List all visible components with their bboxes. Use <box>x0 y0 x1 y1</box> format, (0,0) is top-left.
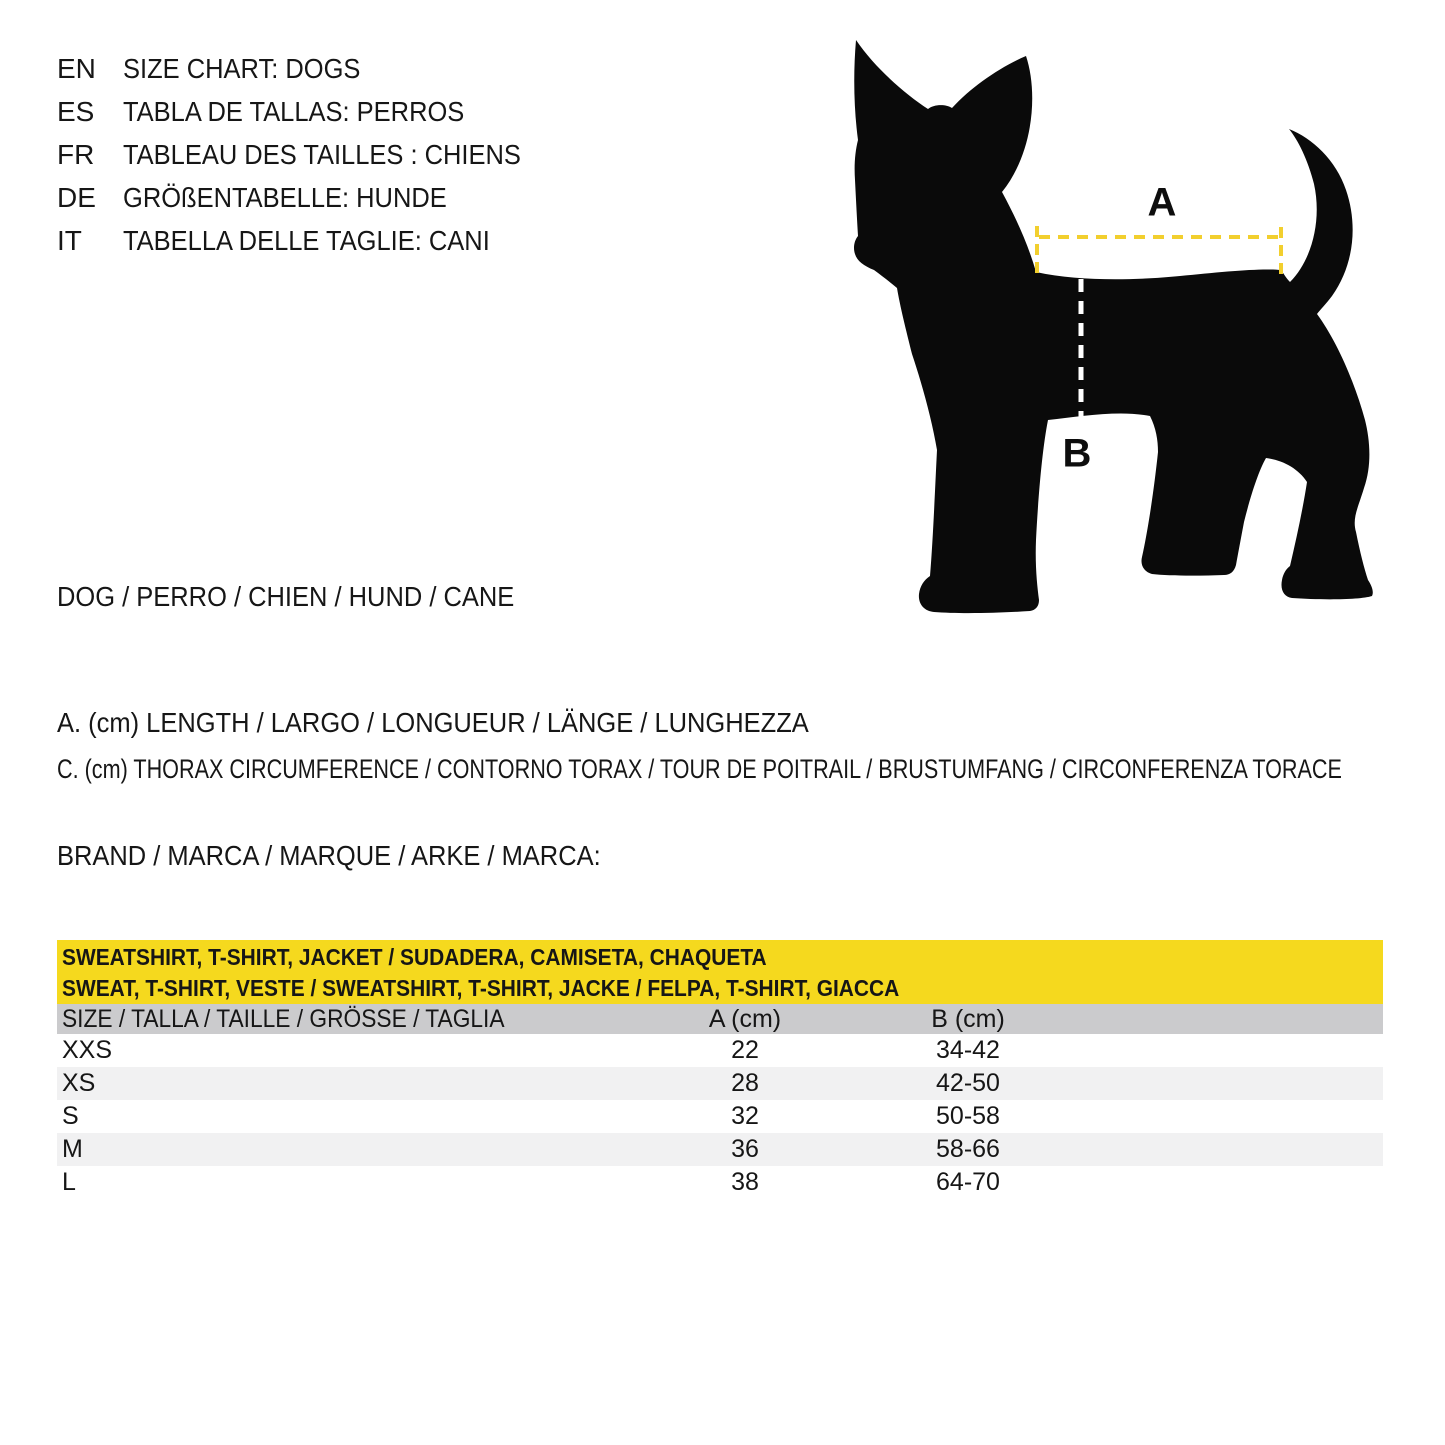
b-column-header: B (cm) <box>931 1005 1005 1033</box>
a-value: 38 <box>731 1168 759 1196</box>
language-row-es <box>57 90 560 133</box>
size-value: XS <box>62 1069 96 1097</box>
garment-types-line-2: SWEAT, T-SHIRT, VESTE / SWEATSHIRT, T-SHIRT, JACKE / FELPA, T-SHIRT, GIACCA <box>62 975 900 1001</box>
language-title: TABELLA DELLE TAGLIE: CANI <box>123 225 490 256</box>
language-title: SIZE CHART: DOGS <box>123 53 361 84</box>
measurement-a-description: A. (cm) LENGTH / LARGO / LONGUEUR / LÄNGE / LUNGHEZZA <box>57 707 809 738</box>
language-code: EN <box>57 53 96 84</box>
b-value: 58-66 <box>936 1135 1000 1163</box>
language-code: IT <box>57 225 82 256</box>
language-title-list <box>57 47 560 262</box>
b-value: 50-58 <box>936 1102 1000 1130</box>
marker-a-label: A <box>1147 180 1177 225</box>
dog-measurement-diagram <box>820 20 1420 620</box>
a-value: 28 <box>731 1069 759 1097</box>
size-value: XXS <box>62 1036 113 1064</box>
b-value: 42-50 <box>936 1069 1000 1097</box>
language-title: TABLA DE TALLAS: PERROS <box>123 96 465 127</box>
size-value: L <box>62 1168 76 1196</box>
language-title: TABLEAU DES TAILLES : CHIENS <box>123 139 521 170</box>
a-column-header: A (cm) <box>708 1005 782 1033</box>
b-value: 64-70 <box>936 1168 1000 1196</box>
a-value: 32 <box>731 1102 759 1130</box>
size-table-title-band <box>57 940 1383 1004</box>
brand-caption: BRAND / MARCA / MARQUE / ARKE / MARCA: <box>57 840 601 871</box>
language-code: FR <box>57 139 95 170</box>
language-row-en <box>57 47 560 90</box>
a-value: 36 <box>731 1135 759 1163</box>
garment-types-line-1: SWEATSHIRT, T-SHIRT, JACKET / SUDADERA, CAMISETA, CHAQUETA <box>62 944 767 970</box>
table-row-xxs <box>57 1034 1383 1067</box>
table-row-s <box>57 1100 1383 1133</box>
language-row-fr <box>57 133 560 176</box>
size-value: S <box>62 1102 79 1130</box>
a-value: 22 <box>731 1036 759 1064</box>
language-row-it <box>57 219 560 262</box>
marker-b-label: B <box>1062 431 1092 476</box>
b-value: 34-42 <box>936 1036 1000 1064</box>
animal-caption: DOG / PERRO / CHIEN / HUND / CANE <box>57 581 515 612</box>
measurement-c-description: C. (cm) THORAX CIRCUMFERENCE / CONTORNO TORAX / TOUR DE POITRAIL / BRUSTUMFANG / CIRCONFERENZA TORACE <box>57 754 1342 784</box>
size-table-column-header <box>57 1004 1383 1034</box>
language-code: ES <box>57 96 95 127</box>
table-row-m <box>57 1133 1383 1166</box>
dog-body-shape <box>854 40 1373 613</box>
size-table <box>57 940 1383 1199</box>
dog-silhouette-icon <box>820 20 1420 620</box>
language-row-de <box>57 176 560 219</box>
language-title: GRÖßENTABELLE: HUNDE <box>123 182 447 213</box>
size-value: M <box>62 1135 83 1163</box>
table-row-xs <box>57 1067 1383 1100</box>
size-column-header: SIZE / TALLA / TAILLE / GRÖSSE / TAGLIA <box>62 1005 505 1033</box>
table-row-l <box>57 1166 1383 1199</box>
language-code: DE <box>57 182 96 213</box>
